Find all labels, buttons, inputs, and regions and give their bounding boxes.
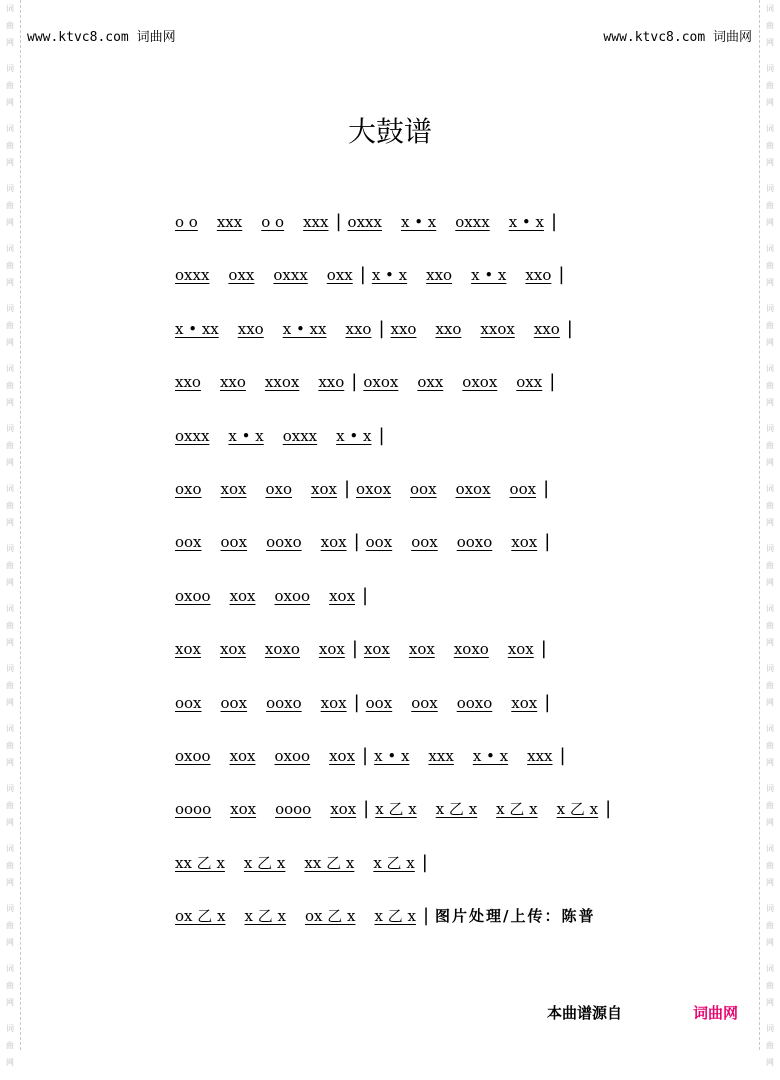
watermark-char: 网 xyxy=(6,158,14,167)
watermark-char: 曲 xyxy=(766,801,774,810)
watermark-char: 曲 xyxy=(6,321,14,330)
watermark-char: 网 xyxy=(6,38,14,47)
score-line xyxy=(175,313,655,366)
watermark-char: 词 xyxy=(6,784,14,793)
score-line xyxy=(175,633,655,686)
beat-group: xxo xyxy=(318,373,345,392)
watermark-char: 网 xyxy=(766,998,774,1007)
beat-group: oxx xyxy=(326,266,353,285)
watermark-char: 曲 xyxy=(6,141,14,150)
watermark-char: 曲 xyxy=(766,261,774,270)
score-line xyxy=(175,847,655,900)
bar-line: | xyxy=(353,531,360,553)
watermark-char: 网 xyxy=(766,638,774,647)
watermark-char: 网 xyxy=(6,938,14,947)
watermark-char: 词 xyxy=(766,364,774,373)
beat-group: oox xyxy=(509,479,537,498)
watermark-char: 词 xyxy=(766,844,774,853)
watermark-char: 词 xyxy=(766,604,774,613)
beat-group: x • x xyxy=(472,746,509,765)
bar-line: | xyxy=(351,638,358,660)
watermark-char: 网 xyxy=(6,518,14,527)
footer-brand[interactable]: 词曲网 xyxy=(693,1004,739,1022)
beat-group: oox xyxy=(365,533,393,552)
watermark-char: 曲 xyxy=(6,921,14,930)
watermark-char: 曲 xyxy=(766,561,774,570)
score-line xyxy=(175,740,655,793)
beat-group: oxoo xyxy=(175,586,211,605)
beat-group: xxox xyxy=(264,373,300,392)
beat-group: oxxx xyxy=(273,266,308,285)
beat-group: xox xyxy=(219,640,246,659)
watermark-char: 网 xyxy=(766,398,774,407)
watermark-char: 词 xyxy=(766,904,774,913)
beat-group: xox xyxy=(175,640,201,659)
bar-line: | xyxy=(543,477,550,499)
beat-group: xxo xyxy=(426,266,453,285)
beat-group: xox xyxy=(229,586,256,605)
watermark-char: 网 xyxy=(6,398,14,407)
watermark-char: 曲 xyxy=(766,981,774,990)
watermark-char: 词 xyxy=(6,664,14,673)
beat-group: xoxo xyxy=(264,640,300,659)
watermark-char: 网 xyxy=(766,878,774,887)
watermark-group xyxy=(0,180,20,240)
watermark-group xyxy=(0,300,20,360)
beat-group: x • x xyxy=(228,426,264,445)
bar-line: | xyxy=(421,851,428,873)
beat-group: xxo xyxy=(533,319,560,338)
watermark-group xyxy=(760,180,780,240)
watermark-char: 网 xyxy=(766,938,774,947)
watermark-group xyxy=(0,480,20,540)
watermark-char: 网 xyxy=(766,158,774,167)
beat-group: xxo xyxy=(345,319,372,338)
watermark-group xyxy=(0,900,20,960)
beat-group: xxx xyxy=(428,746,454,765)
beat-group: oox xyxy=(411,693,438,712)
watermark-group xyxy=(760,0,780,60)
watermark-char: 曲 xyxy=(6,501,14,510)
bar-line: | xyxy=(362,584,369,606)
beat-group: xxx xyxy=(303,213,329,231)
watermark-char: 词 xyxy=(766,1024,774,1033)
watermark-char: 曲 xyxy=(6,381,14,390)
beat-group: x 乙 x xyxy=(243,853,286,872)
watermark-group xyxy=(0,360,20,420)
beat-group: oxx xyxy=(417,373,444,392)
beat-group: oox xyxy=(411,533,438,552)
bar-line: | xyxy=(558,264,565,286)
watermark-char: 词 xyxy=(766,124,774,133)
beat-group: x 乙 x xyxy=(375,800,417,819)
beat-group: xxo xyxy=(525,266,552,285)
watermark-char: 曲 xyxy=(6,621,14,630)
watermark-group xyxy=(760,360,780,420)
watermark-char: 词 xyxy=(766,424,774,433)
bar-line: | xyxy=(343,477,351,499)
watermark-char: 曲 xyxy=(6,81,14,90)
watermark-group xyxy=(0,660,20,720)
beat-group: oxxx xyxy=(175,426,210,445)
beat-group: x 乙 x xyxy=(374,907,416,926)
beat-group: xox xyxy=(320,533,347,552)
watermark-char: 曲 xyxy=(766,741,774,750)
watermark-char: 词 xyxy=(766,544,774,553)
watermark-char: 曲 xyxy=(766,1041,774,1050)
watermark-char: 网 xyxy=(6,98,14,107)
score-line xyxy=(175,526,655,579)
bar-line: | xyxy=(353,691,360,713)
watermark-group xyxy=(760,480,780,540)
bar-line: | xyxy=(544,531,551,553)
watermark-char: 词 xyxy=(6,304,14,313)
beat-group: xox xyxy=(329,586,356,605)
watermark-char: 词 xyxy=(6,364,14,373)
watermark-char: 曲 xyxy=(6,561,14,570)
watermark-char: 网 xyxy=(6,758,14,767)
bar-line: | xyxy=(559,744,566,766)
watermark-char: 网 xyxy=(766,98,774,107)
beat-group: x 乙 x xyxy=(496,800,538,819)
watermark-char: 词 xyxy=(6,424,14,433)
watermark-char: 词 xyxy=(6,184,14,193)
watermark-char: 网 xyxy=(6,878,14,887)
watermark-char: 曲 xyxy=(766,201,774,210)
watermark-group xyxy=(760,540,780,600)
bar-line: | xyxy=(351,371,358,393)
beat-group: oox xyxy=(410,479,437,498)
watermark-char: 词 xyxy=(766,964,774,973)
beat-group: oox xyxy=(365,693,393,712)
beat-group: xxo xyxy=(219,373,246,392)
beat-group: x • x xyxy=(471,266,507,285)
watermark-char: 曲 xyxy=(766,681,774,690)
beat-group: ooxo xyxy=(266,533,302,552)
watermark-char: 网 xyxy=(6,1058,14,1067)
watermark-char: 词 xyxy=(766,304,774,313)
beat-group: ox 乙 x xyxy=(304,907,356,926)
score-line xyxy=(175,687,655,740)
beat-group: oxx xyxy=(228,266,255,285)
watermark-group xyxy=(0,0,20,60)
watermark-group xyxy=(760,780,780,840)
beat-group: oxox xyxy=(455,479,491,498)
watermark-char: 词 xyxy=(766,484,774,493)
watermark-char: 曲 xyxy=(766,441,774,450)
bar-line: | xyxy=(363,798,370,820)
watermark-group xyxy=(0,540,20,600)
beat-group: oox xyxy=(220,693,248,712)
beat-group: oxox xyxy=(356,479,392,498)
bar-line: | xyxy=(378,424,385,446)
watermark-char: 曲 xyxy=(6,201,14,210)
beat-group: xox xyxy=(229,746,256,765)
beat-group: xxo xyxy=(237,319,264,338)
watermark-char: 词 xyxy=(6,64,14,73)
watermark-char: 网 xyxy=(6,218,14,227)
beat-group: xox xyxy=(329,746,356,765)
watermark-char: 词 xyxy=(6,604,14,613)
bar-line: | xyxy=(378,317,385,339)
beat-group: xox xyxy=(507,640,534,659)
watermark-char: 词 xyxy=(6,484,14,493)
watermark-char: 词 xyxy=(6,964,14,973)
watermark-char: 网 xyxy=(6,998,14,1007)
bar-line: | xyxy=(362,744,369,766)
watermark-char: 网 xyxy=(6,578,14,587)
beat-group: xxo xyxy=(390,319,417,338)
footer-source-label: 本曲谱源自 xyxy=(547,1004,623,1022)
watermark-char: 词 xyxy=(6,4,14,13)
watermark-char: 曲 xyxy=(6,861,14,870)
beat-group: xxx xyxy=(527,746,553,765)
header-site-right[interactable]: www.ktvc8.com 词曲网 xyxy=(603,30,752,45)
score-line xyxy=(175,793,655,846)
watermark-char: 网 xyxy=(766,758,774,767)
beat-group: x 乙 x xyxy=(556,800,599,819)
beat-group: xox xyxy=(311,479,337,498)
watermark-char: 曲 xyxy=(766,81,774,90)
beat-group: xx 乙 x xyxy=(304,853,355,872)
beat-group: xoxo xyxy=(453,640,489,659)
watermark-char: 曲 xyxy=(6,21,14,30)
header-site-left[interactable]: www.ktvc8.com 词曲网 xyxy=(27,30,176,45)
watermark-char: 曲 xyxy=(766,861,774,870)
watermark-char: 网 xyxy=(766,338,774,347)
beat-group: x • x xyxy=(400,213,437,231)
beat-group: oxox xyxy=(363,373,399,392)
watermark-char: 网 xyxy=(6,458,14,467)
beat-group: oox xyxy=(175,693,202,712)
bar-line: | xyxy=(549,371,556,393)
watermark-char: 曲 xyxy=(766,141,774,150)
watermark-char: 词 xyxy=(6,904,14,913)
beat-group: x • xx xyxy=(282,319,327,338)
beat-group: oox xyxy=(220,533,248,552)
watermark-group xyxy=(760,720,780,780)
watermark-char: 词 xyxy=(766,4,774,13)
beat-group: xox xyxy=(220,479,247,498)
watermark-char: 曲 xyxy=(766,381,774,390)
watermark-char: 网 xyxy=(766,218,774,227)
bar-line: | xyxy=(551,211,558,232)
watermark-char: 网 xyxy=(766,458,774,467)
beat-group: x • x xyxy=(336,426,372,445)
watermark-char: 词 xyxy=(6,124,14,133)
watermark-char: 曲 xyxy=(766,21,774,30)
beat-group: oxxx xyxy=(175,266,210,285)
beat-group: x 乙 x xyxy=(373,853,415,872)
watermark-char: 网 xyxy=(766,818,774,827)
watermark-char: 词 xyxy=(6,244,14,253)
watermark-char: 词 xyxy=(6,1024,14,1033)
watermark-char: 网 xyxy=(6,278,14,287)
beat-group: oxoo xyxy=(274,586,311,605)
beat-group: oooo xyxy=(275,800,312,819)
watermark-group xyxy=(760,600,780,660)
beat-group: xox xyxy=(363,640,390,659)
beat-group: oxxx xyxy=(282,426,318,445)
watermark-char: 词 xyxy=(766,184,774,193)
beat-group: oxoo xyxy=(175,746,211,765)
beat-group: oox xyxy=(175,533,202,552)
watermark-char: 网 xyxy=(6,338,14,347)
watermark-char: 词 xyxy=(766,724,774,733)
beat-group: xxo xyxy=(175,373,201,392)
score-line xyxy=(175,580,655,633)
watermark-group xyxy=(760,900,780,960)
beat-group: x • xx xyxy=(175,319,219,338)
watermark-char: 曲 xyxy=(6,441,14,450)
score-line xyxy=(175,420,655,473)
beat-group: oxxx xyxy=(455,213,490,231)
watermark-char: 网 xyxy=(6,698,14,707)
score-line xyxy=(175,900,655,953)
beat-group: oxxx xyxy=(347,213,382,231)
watermark-char: 词 xyxy=(6,724,14,733)
watermark-group xyxy=(760,960,780,1020)
beat-group: o o xyxy=(175,213,198,231)
beat-group: xox xyxy=(230,800,257,819)
bar-line: | xyxy=(605,798,612,820)
beat-group: oooo xyxy=(175,800,212,819)
beat-group: xox xyxy=(511,693,538,712)
watermark-group xyxy=(0,600,20,660)
watermark-char: 网 xyxy=(6,818,14,827)
right-watermark-strip xyxy=(759,0,780,1067)
watermark-char: 词 xyxy=(6,844,14,853)
watermark-group xyxy=(0,780,20,840)
beat-group: ooxo xyxy=(266,693,302,712)
watermark-group xyxy=(0,240,20,300)
score-line xyxy=(175,366,655,419)
page-title: 大鼓谱 xyxy=(347,115,432,148)
watermark-group xyxy=(760,660,780,720)
watermark-char: 曲 xyxy=(766,501,774,510)
beat-group: o o xyxy=(261,213,285,231)
beat-group: xox xyxy=(408,640,435,659)
beat-group: x • x xyxy=(374,746,410,765)
upload-credit: 图片处理/上传：陈普 xyxy=(435,907,596,926)
watermark-char: 词 xyxy=(766,244,774,253)
drum-score xyxy=(175,206,655,953)
beat-group: x 乙 x xyxy=(435,800,478,819)
bar-line: | xyxy=(566,317,573,339)
watermark-char: 词 xyxy=(766,784,774,793)
beat-group: xxo xyxy=(435,319,462,338)
bar-line: | xyxy=(359,264,366,286)
watermark-char: 网 xyxy=(766,578,774,587)
watermark-group xyxy=(760,840,780,900)
beat-group: oxo xyxy=(265,479,293,498)
watermark-char: 曲 xyxy=(766,321,774,330)
beat-group: oxo xyxy=(175,479,202,498)
watermark-char: 曲 xyxy=(766,921,774,930)
bar-line: | xyxy=(335,211,342,232)
beat-group: xx 乙 x xyxy=(175,853,225,872)
beat-group: oxox xyxy=(462,373,498,392)
beat-group: xxox xyxy=(480,319,515,338)
watermark-group xyxy=(760,300,780,360)
score-line xyxy=(175,259,655,312)
left-watermark-strip xyxy=(0,0,21,1067)
watermark-group xyxy=(0,420,20,480)
watermark-char: 曲 xyxy=(6,1041,14,1050)
watermark-char: 网 xyxy=(766,1058,774,1067)
watermark-char: 曲 xyxy=(766,621,774,630)
bar-line: | xyxy=(540,638,547,660)
watermark-char: 词 xyxy=(766,64,774,73)
watermark-group xyxy=(0,1020,20,1080)
watermark-group xyxy=(760,1020,780,1080)
watermark-char: 曲 xyxy=(6,261,14,270)
watermark-group xyxy=(0,720,20,780)
beat-group: xox xyxy=(330,800,357,819)
watermark-group xyxy=(0,840,20,900)
watermark-char: 曲 xyxy=(6,981,14,990)
watermark-char: 网 xyxy=(766,698,774,707)
watermark-char: 词 xyxy=(6,544,14,553)
beat-group: x • x xyxy=(508,213,545,231)
watermark-char: 曲 xyxy=(6,801,14,810)
beat-group: xox xyxy=(320,693,347,712)
bar-line: | xyxy=(422,905,430,927)
beat-group: oxx xyxy=(516,373,543,392)
score-line xyxy=(175,206,655,259)
beat-group: ooxo xyxy=(456,533,493,552)
beat-group: xox xyxy=(511,533,538,552)
watermark-char: 网 xyxy=(6,638,14,647)
beat-group: oxoo xyxy=(274,746,311,765)
watermark-char: 曲 xyxy=(6,741,14,750)
watermark-char: 网 xyxy=(766,278,774,287)
score-line xyxy=(175,473,655,526)
beat-group: ooxo xyxy=(456,693,493,712)
watermark-char: 词 xyxy=(766,664,774,673)
watermark-char: 网 xyxy=(766,518,774,527)
watermark-char: 曲 xyxy=(6,681,14,690)
watermark-group xyxy=(760,240,780,300)
beat-group: xox xyxy=(318,640,345,659)
watermark-char: 网 xyxy=(766,38,774,47)
beat-group: x 乙 x xyxy=(244,907,286,926)
beat-group: ox 乙 x xyxy=(175,907,226,926)
watermark-group xyxy=(0,960,20,1020)
beat-group: x • x xyxy=(371,266,408,285)
watermark-group xyxy=(760,420,780,480)
bar-line: | xyxy=(544,691,551,713)
beat-group: xxx xyxy=(216,213,243,231)
